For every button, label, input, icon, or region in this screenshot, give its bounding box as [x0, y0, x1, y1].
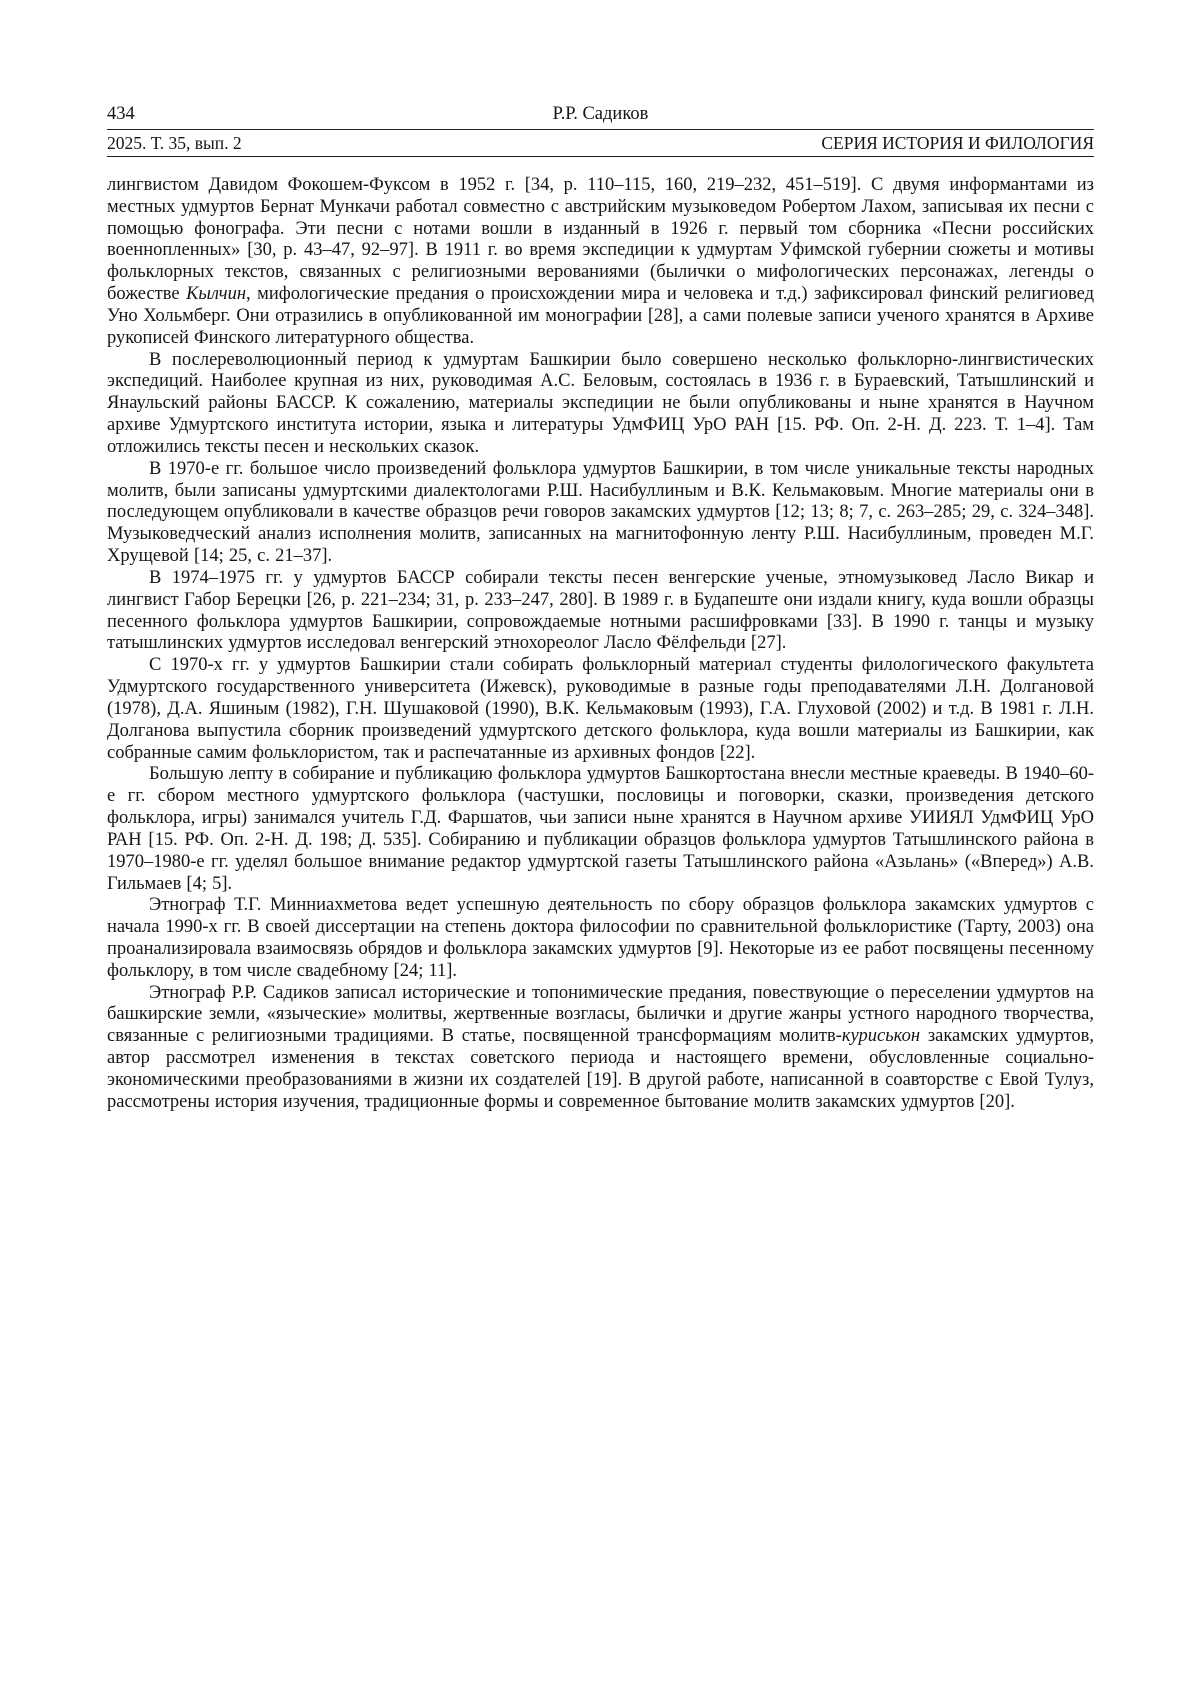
- text-run: В 1970-е гг. большое число произведений фольклора удмуртов Башкирии, в том числе уникальные тексты народных молитв, были записаны удмуртскими диалектологами Р.Ш. Насибуллиным и В.К. Кельмаковым. Многие материалы они в последующем опубликовали в качестве образцов речи говоров закамских удмуртов [12; 13; 8; 7, с. 263–285; 29, с. 324–348]. Музыковедческий анализ исполнения молитв, записанных на магнитофонную ленту Р.Ш. Насибуллиным, проведен М.Г. Хрущевой [14; 25, с. 21–37].: [107, 458, 1094, 567]
- header-row-top: [107, 103, 1094, 125]
- body-paragraph-6: [107, 764, 1094, 895]
- series-title: СЕРИЯ ИСТОРИЯ И ФИЛОЛОГИЯ: [821, 133, 1094, 153]
- body-paragraph-3: [107, 459, 1094, 568]
- header-rule-top: [107, 129, 1094, 130]
- text-run: Большую лепту в собирание и публикацию фольклора удмуртов Башкортостана внесли местные краеведы. В 1940–60-е гг. сбором местного удмуртского фольклора (частушки, пословицы и поговорки, сказки, произведения детского фольклора, игры) занимался учитель Г.Д. Фаршатов, чьи записи ныне хранятся в Научном архиве УИИЯЛ УдмФИЦ УрО РАН [15. РФ. Оп. 2-Н. Д. 198; Д. 535]. Собиранию и публикации образцов фольклора удмуртов Татышлинского района в 1970–1980-е гг. уделял большое внимание редактор удмуртской газеты Татышлинского района «Азьлань» («Вперед») А.В. Гильмаев [4; 5].: [107, 764, 1094, 894]
- text-run: лингвистом Давидом Фокошем-Фуксом в 1952 г. [34, p. 110–115, 160, 219–232, 451–519]. С двумя информантами из местных удмуртов Бернат Мункачи работал совместно с австрийским музыковедом Робертом Лахом, записывая их песни с помощью фонографа. Эти песни с нотами вошли в изданный в 1926 г. первый том сборника «Песни российских военнопленных» [30, p. 43–47, 92–97]. В 1911 г. во время экспедиции к удмуртам Уфимской губернии сюжеты и мотивы фольклорных текстов, связанных с религиозными верованиями (былички о мифологических персонажах, легенды о божестве: [107, 175, 1094, 305]
- page-header: [107, 103, 1094, 157]
- page-content: [107, 103, 1094, 1114]
- page-number: 434: [107, 104, 135, 124]
- text-run: С 1970-х гг. у удмуртов Башкирии стали собирать фольклорный материал студенты филологического факультета Удмуртского государственного университета (Ижевск), руководимые в разные годы преподавателями Л.Н. Долгановой (1978), Д.А. Яшиным (1982), Г.Н. Шушаковой (1990), В.К. Кельмаковым (1993), Г.А. Глуховой (2002) и т.д. В 1981 г. Л.Н. Долганова выпустила сборник произведений удмуртского детского фольклора, куда вошли материалы из Башкирии, как собранные самим фольклористом, так и распечатанные из архивных фондов [22].: [107, 655, 1094, 763]
- text-run: , мифологические предания о происхождении мира и человека и т.д.) зафиксировал финский религиовед Уно Хольмберг. Они отразились в опубликованной им монографии [28], а сами полевые записи ученого хранятся в Архиве рукописей Финского литературного общества.: [107, 284, 1095, 348]
- body-paragraph-7: [107, 895, 1094, 982]
- text-run-italic: куриськон: [841, 1026, 921, 1047]
- issue-info: 2025. Т. 35, вып. 2: [107, 133, 242, 153]
- running-author: Р.Р. Садиков: [552, 104, 649, 124]
- body-paragraph-4: [107, 568, 1094, 655]
- header-rule-bottom: [107, 156, 1094, 157]
- text-run: В 1974–1975 гг. у удмуртов БАССР собирали тексты песен венгерские ученые, этномузыковед Ласло Викар и лингвист Габор Берецки [26, p. 221–234; 31, p. 233–247, 280]. В 1989 г. в Будапеште они издали книгу, куда вошли образцы песенного фольклора удмуртов Башкирии, сопровождаемые нотными расшифровками [33]. В 1990 г. танцы и музыку татышлинских удмуртов исследовал венгерский этнохореолог Ласло Фёлфельди [27].: [107, 567, 1094, 654]
- text-run: В послереволюционный период к удмуртам Башкирии было совершено несколько фольклорно-лингвистических экспедиций. Наиболее крупная из них, руководимая А.С. Беловым, состоялась в 1936 г. в Бураевский, Татышлинский и Янаульский районы БАССР. К сожалению, материалы экспедиции не были опубликованы и ныне хранятся в Научном архиве Удмуртского института истории, языка и литературы УдмФИЦ УрО РАН [15. РФ. Оп. 2-Н. Д. 223. Т. 1–4]. Там отложились тексты песен и нескольких сказок.: [107, 349, 1094, 457]
- text-run-italic: Кылчин: [186, 284, 246, 305]
- text-run: Этнограф Р.Р. Садиков записал исторические и топонимические предания, повествующие о переселении удмуртов на башкирские земли, «языческие» молитвы, жертвенные возгласы, былички и другие жанры устного народного творчества, связанные с религиозными традициями. В статье, посвященной трансформациям молитв-: [107, 982, 1094, 1047]
- article-body: [107, 175, 1094, 1114]
- body-paragraph-1: [107, 175, 1094, 350]
- text-run: Этнограф Т.Г. Минниахметова ведет успешную деятельность по сбору образцов фольклора закамских удмуртов с начала 1990-х гг. В своей диссертации на степень доктора философии по сравнительной фольклористике (Тарту, 2003) она проанализировала взаимосвязь обрядов и фольклора закамских удмуртов [9]. Некоторые из ее работ посвящены песенному фольклору, в том числе свадебному [24; 11].: [107, 895, 1094, 981]
- body-paragraph-2: [107, 350, 1094, 459]
- text-run: закамских удмуртов, автор рассмотрел изменения в текстах советского периода и настоящего времени, обусловленные социально-экономическими преобразованиями в жизни их создателей [19]. В другой работе, написанной в соавторстве с Евой Тулуз, рассмотрены история изучения, традиционные формы и современное бытование молитв закамских удмуртов [20].: [107, 1026, 1094, 1112]
- header-row-bottom: [107, 132, 1094, 154]
- body-paragraph-5: [107, 655, 1094, 764]
- body-paragraph-8: [107, 983, 1094, 1114]
